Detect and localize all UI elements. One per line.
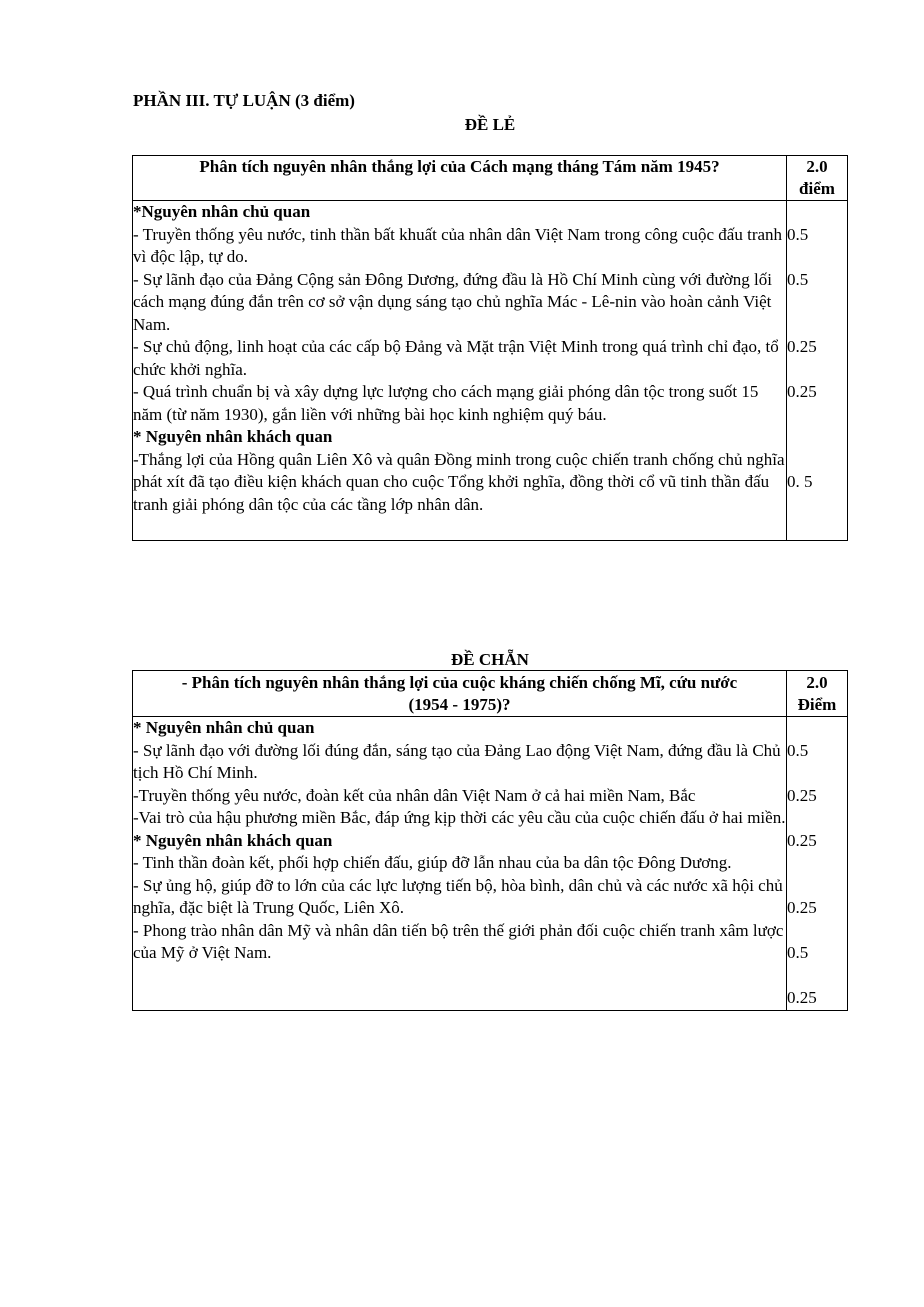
odd-header-row [133, 156, 848, 201]
even-item-score: 0.25 [787, 785, 817, 805]
odd-answer-item: -Thắng lợi của Hồng quân Liên Xô và quân Đồng minh trong cuộc chiến tranh chống chủ nghĩa phát xít đã tạo điều kiện khách quan cho cuộc Tổng khởi nghĩa, đồng thời cổ vũ tinh thần đấu tranh giải phóng dân tộc của các tầng lớp nhân dân. [133, 449, 785, 514]
even-answer-table [132, 670, 848, 1011]
even-exam-title: ĐỀ CHẴN [451, 650, 529, 669]
odd-exam-title: ĐỀ LẺ [464, 115, 516, 134]
even-body-row [133, 717, 848, 1011]
even-score-column [787, 717, 848, 1011]
even-answer-item: - Sự lãnh đạo với đường lối đúng đắn, sáng tạo của Đảng Lao động Việt Nam, đứng đầu là Chủ tịch Hồ Chí Minh. [133, 740, 781, 782]
odd-answer-item: - Truyền thống yêu nước, tinh thần bất khuất của nhân dân Việt Nam trong công cuộc đấu tranh vì độc lập, tự do. [133, 224, 783, 266]
odd-question: Phân tích nguyên nhân thắng lợi của Cách mạng tháng Tám năm 1945? [133, 156, 787, 201]
odd-total-points: 2.0 điểm [787, 156, 848, 201]
even-item-score: 0.25 [787, 988, 817, 1007]
even-answer-item: -Vai trò của hậu phương miền Bắc, đáp ứng kịp thời các yêu cầu của cuộc chiến đấu ở hai miền. [133, 808, 786, 827]
odd-score-column [787, 201, 848, 541]
odd-item-score: 0.5 [787, 269, 809, 289]
even-total-points: 2.0 Điểm [787, 671, 848, 717]
even-answer-item: -Truyền thống yêu nước, đoàn kết của nhân dân Việt Nam ở cả hai miền Nam, Bắc [133, 785, 696, 805]
even-objective-label: * Nguyên nhân khách quan [133, 830, 333, 850]
odd-item-score: 0.5 [787, 224, 809, 244]
even-question: - Phân tích nguyên nhân thắng lợi của cuộc kháng chiến chống Mĩ, cứu nước (1954 - 1975)? [133, 671, 787, 717]
odd-body-row [133, 201, 848, 541]
even-item-score: 0.5 [787, 740, 809, 760]
even-answer-item: - Tinh thần đoàn kết, phối hợp chiến đấu, giúp đỡ lẫn nhau của ba dân tộc Đông Dương. [133, 853, 732, 872]
odd-item-score: 0.25 [787, 382, 817, 401]
odd-objective-label: * Nguyên nhân khách quan [133, 427, 333, 446]
even-item-score: 0.5 [787, 943, 809, 962]
odd-item-score: 0. 5 [787, 472, 813, 491]
even-item-score: 0.25 [787, 830, 817, 850]
even-item-score: 0.25 [787, 898, 817, 917]
odd-subjective-label: *Nguyên nhân chủ quan [133, 202, 311, 221]
odd-answer-table [132, 155, 848, 541]
odd-answer-item: - Quá trình chuẩn bị và xây dựng lực lượng cho cách mạng giải phóng dân tộc trong suốt 15 năm (từ năm 1930), gắn liền với những bài học kinh nghiệm quý báu. [133, 382, 759, 424]
even-subjective-label: * Nguyên nhân chủ quan [133, 718, 315, 737]
section-heading: PHẦN III. TỰ LUẬN (3 điểm) [133, 91, 355, 110]
even-answer-content [133, 717, 787, 1011]
odd-answer-item: - Sự lãnh đạo của Đảng Cộng sản Đông Dương, đứng đầu là Hồ Chí Minh cùng với đường lối cách mạng đúng đắn trên cơ sở vận dụng sáng tạo chủ nghĩa Mác - Lê-nin vào hoàn cảnh Việt Nam. [133, 269, 772, 334]
even-header-row [133, 671, 848, 717]
odd-answer-item: - Sự chủ động, linh hoạt của các cấp bộ Đảng và Mặt trận Việt Minh trong quá trình chỉ đạo, tổ chức khởi nghĩa. [133, 337, 779, 379]
even-answer-item: - Phong trào nhân dân Mỹ và nhân dân tiến bộ trên thế giới phản đối cuộc chiến tranh xâm lược của Mỹ ở Việt Nam. [133, 920, 784, 962]
odd-answer-content [133, 201, 787, 541]
odd-item-score: 0.25 [787, 337, 817, 356]
even-answer-item: - Sự ủng hộ, giúp đỡ to lớn của các lực lượng tiến bộ, hòa bình, dân chủ và các nước xã hội chủ nghĩa, đặc biệt là Trung Quốc, Liên Xô. [133, 875, 783, 917]
